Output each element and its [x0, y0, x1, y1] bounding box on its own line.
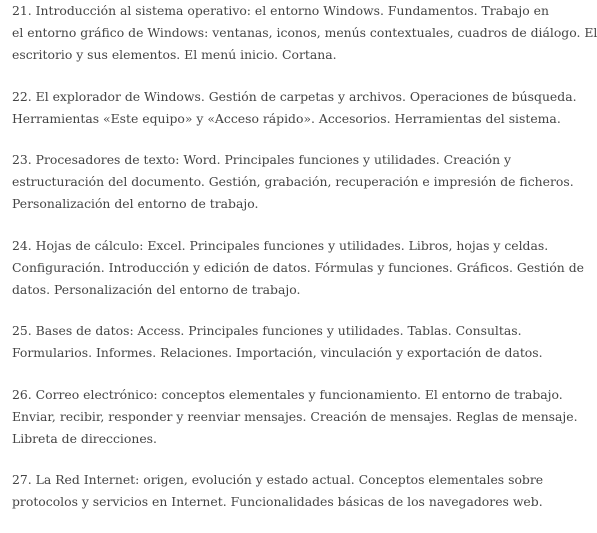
topic-line: escritorio y sus elementos. El menú inicio. Cortana.: [12, 47, 337, 63]
topic-line: 25. Bases de datos: Access. Principales funciones y utilidades. Tablas. Consultas.: [12, 323, 522, 339]
syllabus-document: [12, 0, 597, 533]
topic-line: 22. El explorador de Windows. Gestión de carpetas y archivos. Operaciones de búsqueda.: [12, 88, 577, 104]
topic-25: [12, 320, 543, 364]
topic-27: [12, 469, 544, 513]
topic-24: [12, 235, 584, 302]
topic-line: protocolos y servicios en Internet. Funcionalidades básicas de los navegadores web.: [12, 494, 543, 510]
topic-22: [12, 86, 577, 130]
topic-line: Enviar, recibir, responder y reenviar mensajes. Creación de mensajes. Reglas de mensaje.: [12, 408, 578, 424]
topic-line: datos. Personalización del entorno de trabajo.: [12, 282, 301, 298]
topic-line: estructuración del documento. Gestión, grabación, recuperación e impresión de ficheros.: [12, 174, 574, 190]
topic-line: Configuración. Introducción y edición de datos. Fórmulas y funciones. Gráficos. Gestión de: [12, 259, 584, 275]
topic-26: [12, 384, 578, 451]
topic-line: 24. Hojas de cálculo: Excel. Principales funciones y utilidades. Libros, hojas y celdas.: [12, 237, 549, 253]
topic-23: [12, 149, 574, 216]
topic-line: 21. Introducción al sistema operativo: el entorno Windows. Fundamentos. Trabajo en: [12, 3, 549, 18]
topic-21: [12, 0, 597, 67]
topic-line: Herramientas «Este equipo» y «Acceso rápido». Accesorios. Herramientas del sistema.: [12, 110, 561, 126]
topic-line: Libreta de direcciones.: [12, 431, 157, 447]
topic-line: 26. Correo electrónico: conceptos elementales y funcionamiento. El entorno de trabajo.: [12, 386, 563, 402]
topic-line: Personalización del entorno de trabajo.: [12, 196, 259, 212]
topic-line: el entorno gráfico de Windows: ventanas, iconos, menús contextuales, cuadros de diálogo. El: [12, 25, 597, 41]
topic-line: 27. La Red Internet: origen, evolución y estado actual. Conceptos elementales sobre: [12, 472, 544, 488]
topic-line: 23. Procesadores de texto: Word. Principales funciones y utilidades. Creación y: [12, 152, 512, 168]
topic-line: Formularios. Informes. Relaciones. Importación, vinculación y exportación de datos.: [12, 345, 543, 361]
